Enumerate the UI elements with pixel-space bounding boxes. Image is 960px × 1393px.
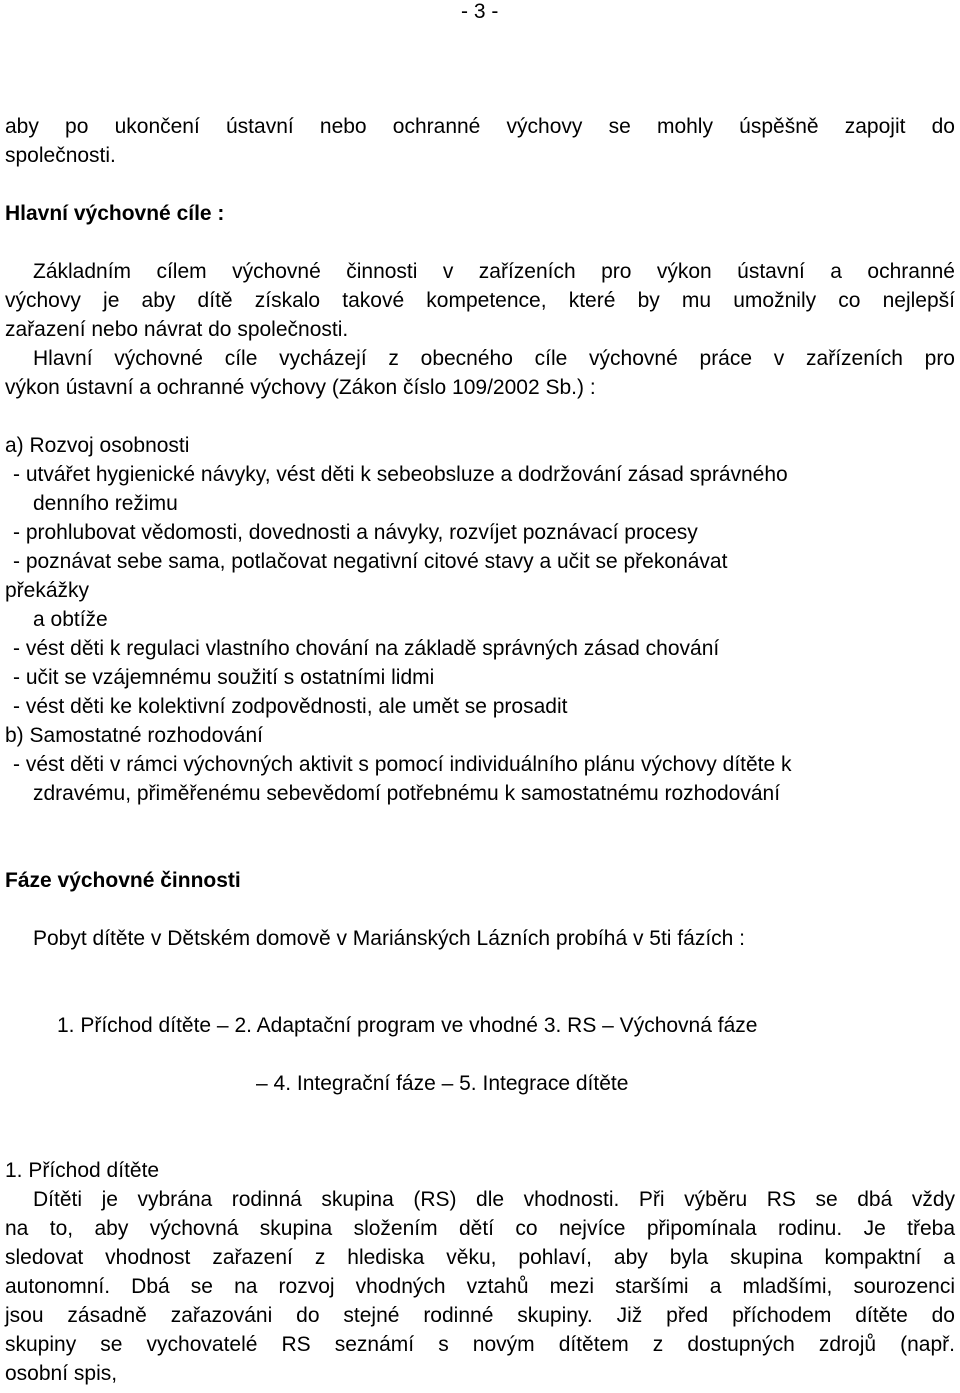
goals-paragraph-line: Základním cílem výchovné činnosti v zařízeních pro výkon ústavní a ochranné: [33, 260, 955, 283]
section-a-title: a) Rozvoj osobnosti: [5, 434, 190, 457]
list-item: - vést děti ke kolektivní zodpovědnosti, ale umět se prosadit: [13, 695, 568, 718]
list-item: a obtíže: [33, 608, 108, 631]
phases-heading: Fáze výchovné činnosti: [5, 869, 241, 892]
intro-line: společnosti.: [5, 144, 116, 167]
goals-paragraph-line: zařazení nebo návrat do společnosti.: [5, 318, 349, 341]
goals-paragraph-line: Hlavní výchovné cíle vycházejí z obecného cíle výchovné práce v zařízeních pro: [33, 347, 955, 370]
arrival-line: skupiny se vychovatelé RS seznámí s novým dítětem z dostupných zdrojů (např.: [5, 1333, 955, 1356]
phases-intro: Pobyt dítěte v Dětském domově v Mariánských Lázních probíhá v 5ti fázích :: [33, 927, 746, 950]
section-b-title: b) Samostatné rozhodování: [5, 724, 263, 747]
list-item: - prohlubovat vědomosti, dovednosti a návyky, rozvíjet poznávací procesy: [13, 521, 698, 544]
phases-list: – 4. Integrační fáze – 5. Integrace dítěte: [256, 1072, 629, 1095]
goals-paragraph-line: výchovy je aby dítě získalo takové kompetence, které by mu umožnily co nejlepší: [5, 289, 955, 312]
arrival-line: na to, aby výchovná skupina složením dětí co nejvíce připomínala rodinu. Je třeba: [5, 1217, 955, 1240]
arrival-line: autonomní. Dbá se na rozvoj vhodných vztahů mezi staršími a mladšími, sourozenci: [5, 1275, 955, 1298]
list-item: - vést děti v rámci výchovných aktivit s pomocí individuálního plánu výchovy dítěte k: [13, 753, 792, 776]
intro-line: aby po ukončení ústavní nebo ochranné výchovy se mohly úspěšně zapojit do: [5, 115, 955, 138]
list-item: - poznávat sebe sama, potlačovat negativní citové stavy a učit se překonávat: [13, 550, 728, 573]
page-number: - 3 -: [461, 0, 499, 23]
list-item: - utvářet hygienické návyky, vést děti k sebeobsluze a dodržování zásad správného: [13, 463, 788, 486]
arrival-line: Dítěti je vybrána rodinná skupina (RS) dle vhodnosti. Při výběru RS se dbá vždy: [33, 1188, 955, 1211]
arrival-line: osobní spis,: [5, 1362, 118, 1385]
list-item: - učit se vzájemnému soužití s ostatními lidmi: [13, 666, 435, 689]
list-item: zdravému, přiměřenému sebevědomí potřebnému k samostatnému rozhodování: [33, 782, 781, 805]
list-item: - vést děti k regulaci vlastního chování na základě správných zásad chování: [13, 637, 720, 660]
goals-heading: Hlavní výchovné cíle :: [5, 202, 225, 225]
arrival-line: sledovat vhodnost zařazení z hlediska věku, pohlaví, aby byla skupina kompaktní a: [5, 1246, 955, 1269]
goals-paragraph-line: výkon ústavní a ochranné výchovy (Zákon číslo 109/2002 Sb.) :: [5, 376, 596, 399]
list-item: překážky: [5, 579, 90, 602]
arrival-line: jsou zásadně zařazováni do stejné rodinné skupiny. Již před příchodem dítěte do: [5, 1304, 955, 1327]
phases-list: 1. Příchod dítěte – 2. Adaptační program ve vhodné 3. RS – Výchovná fáze: [57, 1014, 758, 1037]
arrival-title: 1. Příchod dítěte: [5, 1159, 160, 1182]
list-item: denního režimu: [33, 492, 178, 515]
